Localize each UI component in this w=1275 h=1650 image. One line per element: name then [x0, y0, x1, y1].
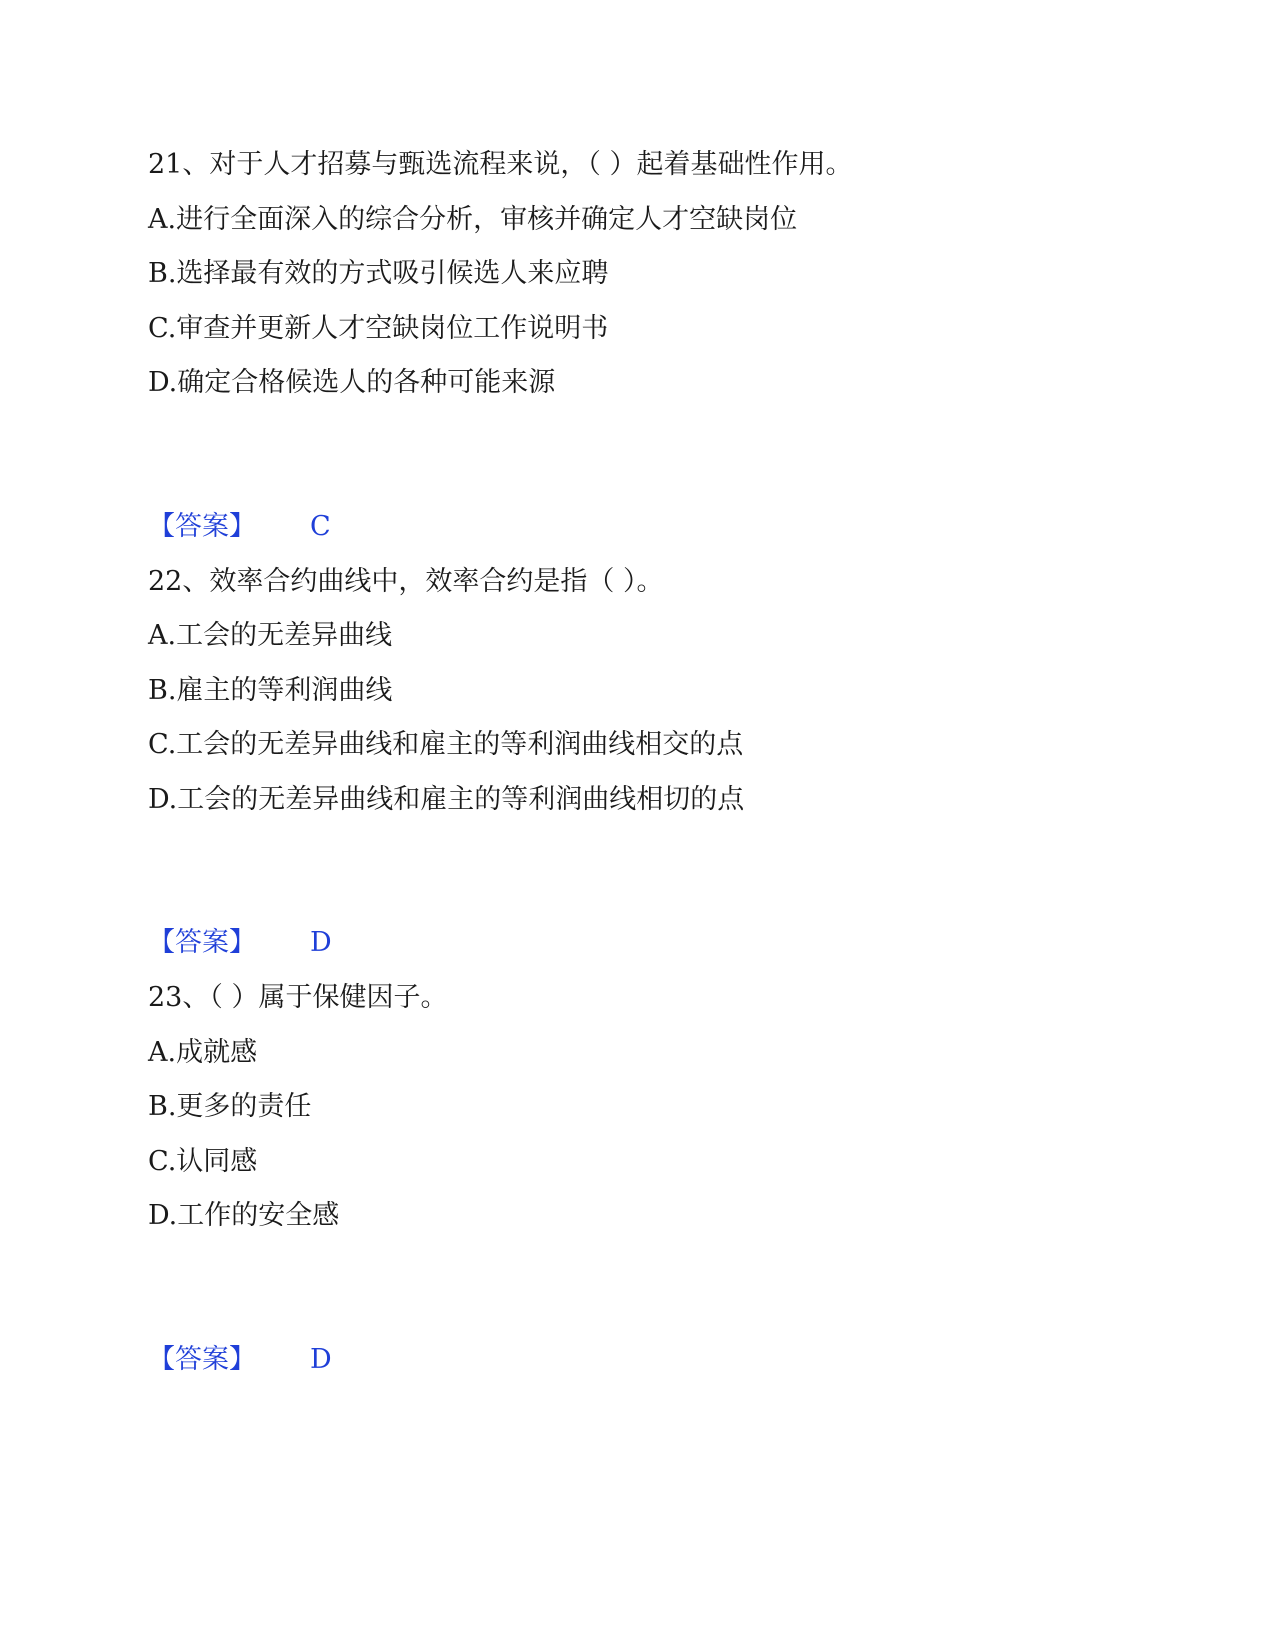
answer-label: 【答案】: [148, 927, 256, 958]
answer-value: C: [310, 511, 331, 542]
question-stem: 22、效率合约曲线中，效率合约是指（ ）。: [148, 566, 664, 597]
option-a: A.进行全面深入的综合分析，审核并确定人才空缺岗位: [148, 204, 798, 235]
answer-label: 【答案】: [148, 511, 256, 542]
option-c: C.审查并更新人才空缺岗位工作说明书: [148, 313, 609, 344]
question-stem: 23、（ ）属于保健因子。: [148, 982, 448, 1013]
answer-label: 【答案】: [148, 1344, 256, 1375]
question-stem: 21、对于人才招募与甄选流程来说，（ ）起着基础性作用。: [148, 149, 853, 180]
answer-line: [148, 926, 332, 960]
option-d: D.确定合格候选人的各种可能来源: [148, 367, 556, 398]
option-d: D.工会的无差异曲线和雇主的等利润曲线相切的点: [148, 784, 745, 815]
option-b: B.更多的责任: [148, 1091, 312, 1122]
option-b: B.选择最有效的方式吸引候选人来应聘: [148, 258, 609, 289]
option-a: A.成就感: [148, 1037, 258, 1068]
option-b: B.雇主的等利润曲线: [148, 675, 393, 706]
answer-line: [148, 1343, 332, 1377]
answer-line: [148, 510, 331, 544]
answer-value: D: [310, 927, 332, 958]
option-d: D.工作的安全感: [148, 1200, 340, 1231]
option-c: C.工会的无差异曲线和雇主的等利润曲线相交的点: [148, 729, 744, 760]
option-c: C.认同感: [148, 1146, 258, 1177]
option-a: A.工会的无差异曲线: [148, 620, 393, 651]
answer-value: D: [310, 1344, 332, 1375]
